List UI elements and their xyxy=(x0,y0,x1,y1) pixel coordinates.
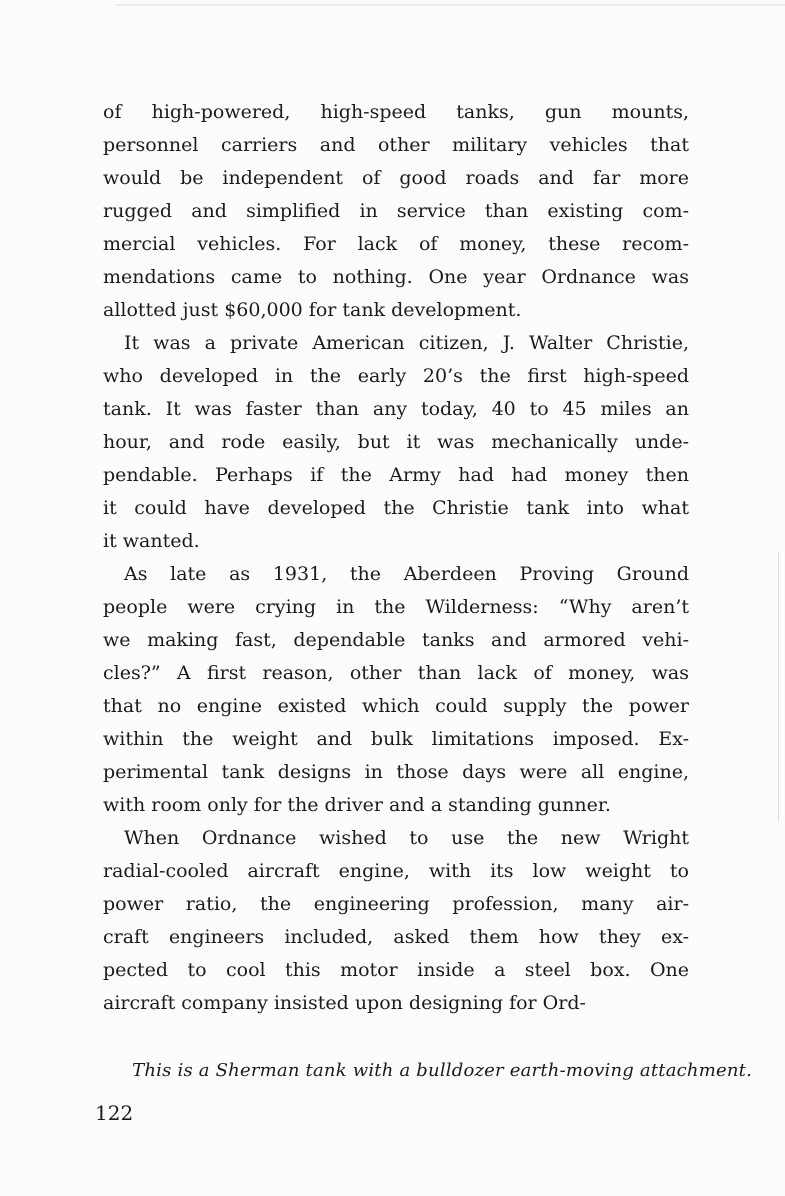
text-line: perimental tank designs in those days were all engine, xyxy=(103,761,689,783)
text-line: of high-powered, high-speed tanks, gun mounts, xyxy=(103,101,689,123)
text-line: it wanted. xyxy=(103,530,200,552)
text-line: It was a private American citizen, J. Walter Christie, xyxy=(124,332,689,354)
text-line: hour, and rode easily, but it was mechanically unde- xyxy=(103,431,689,453)
text-line: radial-cooled aircraft engine, with its low weight to xyxy=(103,860,689,882)
text-line: pendable. Perhaps if the Army had had money then xyxy=(103,464,689,486)
text-line: As late as 1931, the Aberdeen Proving Ground xyxy=(124,563,689,585)
body-text xyxy=(103,96,689,1020)
text-line: personnel carriers and other military vehicles that xyxy=(103,134,689,156)
text-line: within the weight and bulk limitations imposed. Ex- xyxy=(103,728,689,750)
text-line: it could have developed the Christie tank into what xyxy=(103,497,689,519)
scan-edge-top xyxy=(115,4,785,6)
text-line: that no engine existed which could supply the power xyxy=(103,695,689,717)
text-line: power ratio, the engineering profession, many air- xyxy=(103,893,689,915)
text-line: mendations came to nothing. One year Ordnance was xyxy=(103,266,689,288)
text-line: we making fast, dependable tanks and armored vehi- xyxy=(103,629,689,651)
text-line: pected to cool this motor inside a steel box. One xyxy=(103,959,689,981)
text-line: allotted just $60,000 for tank development. xyxy=(103,299,522,321)
text-line: rugged and simplified in service than existing com- xyxy=(103,200,689,222)
text-line: tank. It was faster than any today, 40 to 45 miles an xyxy=(103,398,689,420)
text-line: When Ordnance wished to use the new Wright xyxy=(124,827,689,849)
page-number: 122 xyxy=(95,1101,134,1125)
paragraph xyxy=(103,327,689,558)
scan-edge-right xyxy=(778,552,779,822)
text-line: mercial vehicles. For lack of money, these recom- xyxy=(103,233,689,255)
text-line: aircraft company insisted upon designing for Ord- xyxy=(103,992,586,1014)
text-line: people were crying in the Wilderness: “Why aren’t xyxy=(103,596,689,618)
paragraph xyxy=(103,558,689,822)
text-line: who developed in the early 20’s the first high-speed xyxy=(103,365,689,387)
text-line: would be independent of good roads and far more xyxy=(103,167,689,189)
text-line: craft engineers included, asked them how they ex- xyxy=(103,926,689,948)
paragraph xyxy=(103,96,689,327)
text-line: cles?” A first reason, other than lack of money, was xyxy=(103,662,689,684)
text-line: with room only for the driver and a standing gunner. xyxy=(103,794,611,816)
photo-caption: This is a Sherman tank with a bulldozer earth-moving attachment. xyxy=(132,1060,752,1081)
paragraph xyxy=(103,822,689,1020)
